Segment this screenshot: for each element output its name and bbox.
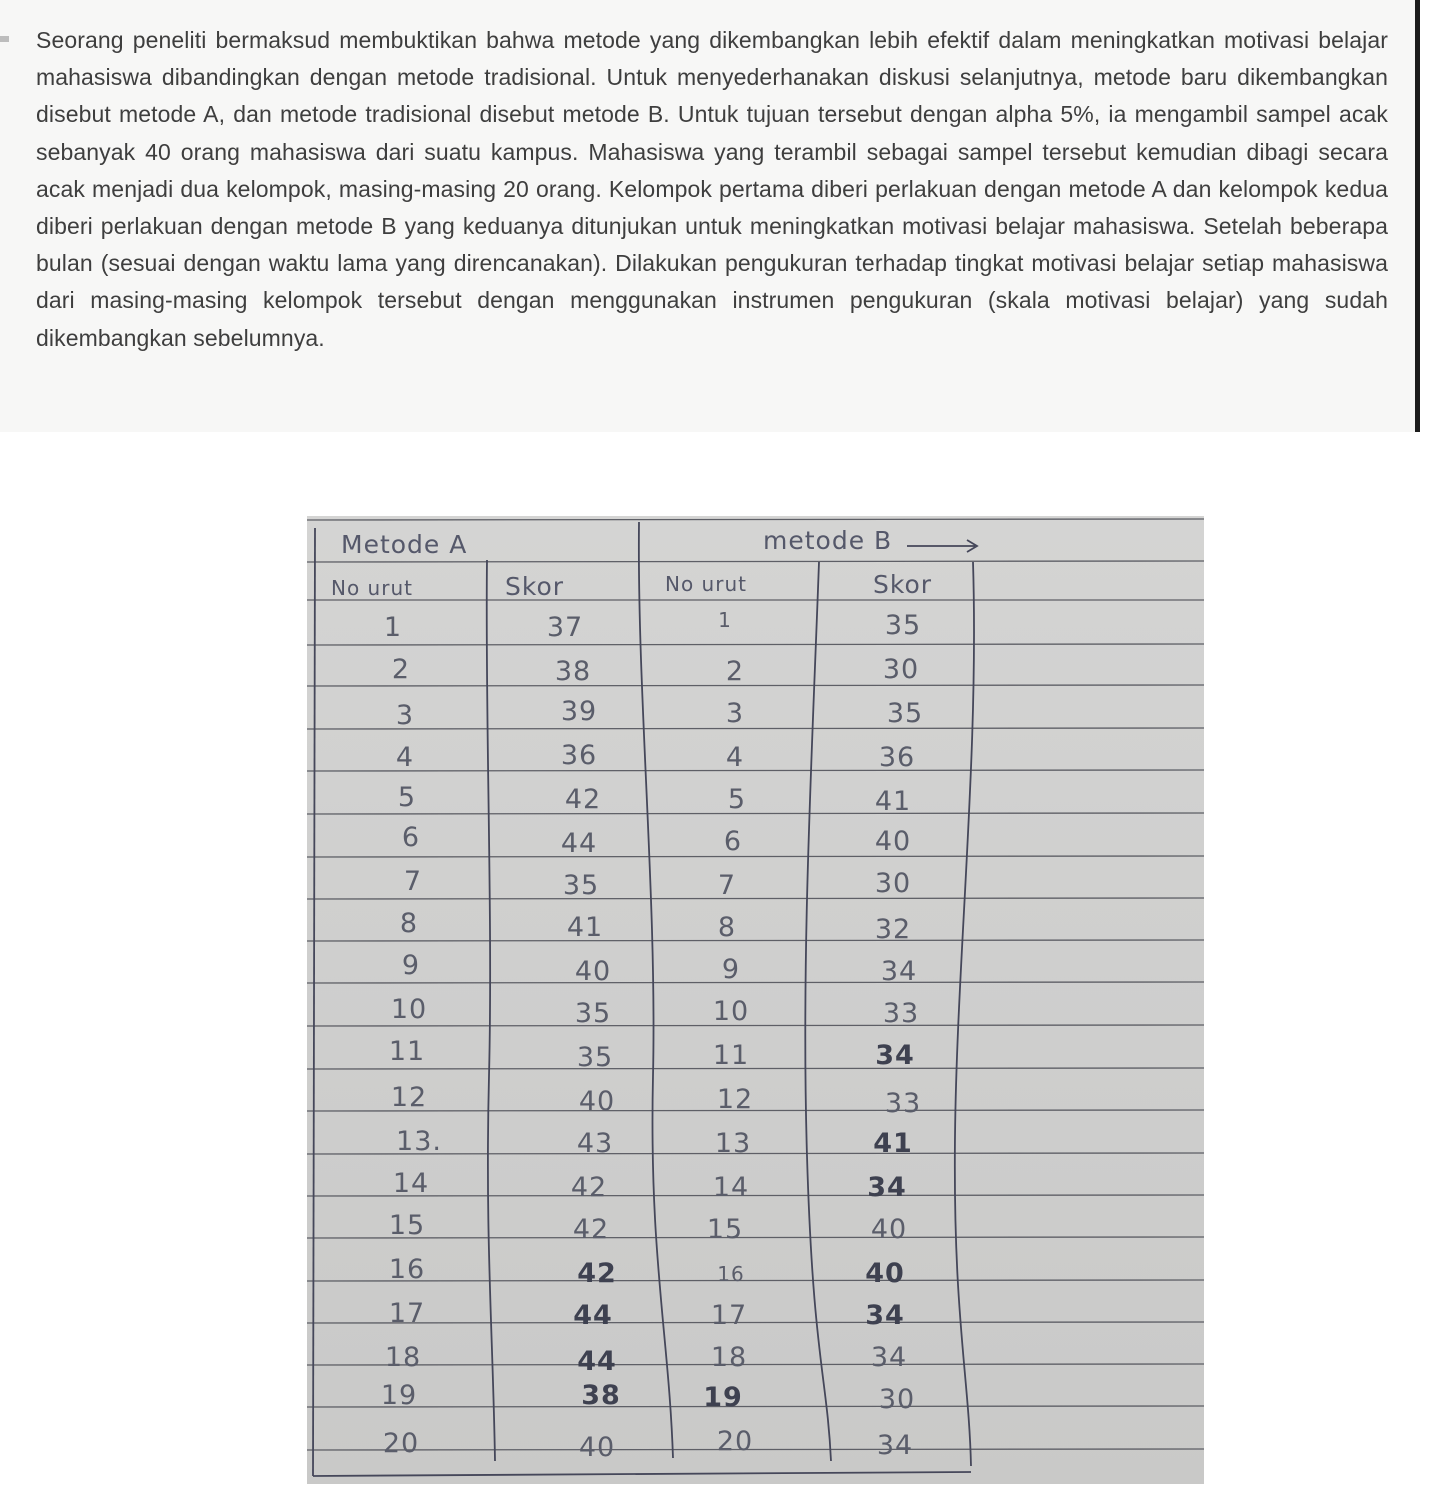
row-14-no-a: 14 (392, 1168, 430, 1199)
row-2-no-a: 2 (391, 654, 411, 685)
row-1-score-b: 35 (884, 610, 922, 641)
row-10-score-a: 35 (574, 998, 612, 1029)
row-5-no-b: 5 (727, 784, 747, 815)
row-4-score-b: 36 (878, 742, 916, 773)
row-17-no-a: 17 (388, 1298, 426, 1329)
row-9-score-a: 40 (574, 956, 612, 987)
row-18-no-a: 18 (384, 1342, 422, 1373)
row-18-score-b: 34 (870, 1342, 908, 1373)
row-7-no-b: 7 (717, 870, 737, 901)
row-15-score-b: 40 (870, 1214, 908, 1245)
row-7-score-b: 30 (874, 868, 912, 899)
row-14-score-a: 42 (570, 1172, 608, 1203)
row-11-score-b: 34 (875, 1040, 915, 1071)
row-6-no-a: 6 (401, 822, 421, 853)
row-11-no-a: 11 (388, 1036, 426, 1067)
row-1-no-a: 1 (383, 612, 403, 643)
row-3-score-a: 39 (560, 696, 598, 727)
question-panel (0, 0, 1420, 432)
question-text: Seorang peneliti bermaksud membuktikan bahwa metode yang dikembangkan lebih efektif dalam meningkatkan motivasi belajar mahasiswa dibandingkan dengan metode tradisional. Untuk menyederhanakan diskusi selanjutnya, metode baru dikembangkan disebut metode A, dan metode tradisional disebut metode B. Untuk tujuan tersebut dengan alpha 5%, ia mengambil sampel acak sebanyak 40 orang mahasiswa dari suatu kampus. Mahasiswa yang terambil sebagai sampel tersebut kemudian dibagi secara acak menjadi dua kelompok, masing-masing 20 orang. Kelompok pertama diberi perlakuan dengan metode A dan kelompok kedua diberi perlakuan dengan metode B yang keduanya ditunjukan untuk meningkatkan motivasi belajar mahasiswa. Setelah beberapa bulan (sesuai dengan waktu lama yang direncanakan). Dilakukan pengukuran terhadap tingkat motivasi belajar setiap mahasiswa dari masing-masing kelompok tersebut dengan menggunakan instrumen pengukuran (skala motivasi belajar) yang sudah dikembangkan sebelumnya. (36, 27, 1388, 351)
row-7-score-a: 35 (562, 870, 600, 901)
column-header-score-b: Skor (873, 570, 933, 599)
row-4-score-a: 36 (560, 740, 598, 771)
row-16-no-a: 16 (388, 1254, 426, 1285)
row-9-no-a: 9 (401, 950, 421, 981)
row-19-no-b: 19 (703, 1382, 743, 1413)
row-11-no-b: 11 (712, 1040, 750, 1071)
row-16-score-a: 42 (577, 1258, 617, 1289)
row-17-score-b: 34 (865, 1300, 905, 1331)
column-header-score-a: Skor (505, 572, 565, 601)
row-9-no-b: 9 (721, 954, 741, 985)
row-15-no-b: 15 (706, 1214, 744, 1245)
row-16-score-b: 40 (865, 1258, 905, 1289)
row-15-no-a: 15 (388, 1210, 426, 1241)
row-14-no-b: 14 (712, 1172, 750, 1203)
row-20-score-b: 34 (876, 1430, 914, 1461)
row-8-score-b: 32 (874, 914, 912, 945)
row-12-no-a: 12 (390, 1082, 428, 1113)
row-17-score-a: 44 (573, 1300, 613, 1331)
row-6-score-b: 40 (874, 826, 912, 857)
row-13-no-a: 13. (396, 1126, 442, 1157)
row-8-score-a: 41 (566, 912, 604, 943)
row-20-no-a: 20 (382, 1428, 420, 1459)
group-a-title: Metode A (341, 530, 468, 559)
row-2-no-b: 2 (725, 656, 745, 687)
row-1-no-b: 1 (718, 608, 732, 632)
row-12-score-a: 40 (578, 1086, 616, 1117)
ruled-paper-lines (307, 516, 1204, 1484)
row-2-score-a: 38 (554, 656, 592, 687)
row-19-no-a: 19 (380, 1380, 418, 1411)
row-20-score-a: 40 (578, 1432, 616, 1463)
row-3-score-b: 35 (886, 698, 924, 729)
row-18-score-a: 44 (577, 1346, 617, 1377)
column-header-no-a: No urut (331, 576, 413, 600)
row-6-score-a: 44 (560, 828, 598, 859)
row-7-no-a: 7 (403, 866, 423, 897)
row-4-no-b: 4 (725, 742, 745, 773)
row-10-no-b: 10 (712, 996, 750, 1027)
margin-mark (0, 36, 9, 42)
row-4-no-a: 4 (395, 742, 415, 773)
row-15-score-a: 42 (572, 1214, 610, 1245)
column-header-no-b: No urut (665, 572, 747, 596)
row-13-score-a: 43 (576, 1128, 614, 1159)
row-13-score-b: 41 (873, 1128, 913, 1159)
group-b-title: metode B (763, 526, 893, 555)
row-5-score-b: 41 (874, 786, 912, 817)
row-14-score-b: 34 (867, 1172, 907, 1203)
row-2-score-b: 30 (882, 654, 920, 685)
row-13-no-b: 13 (714, 1128, 752, 1159)
row-6-no-b: 6 (723, 826, 743, 857)
row-11-score-a: 35 (576, 1042, 614, 1073)
row-19-score-a: 38 (581, 1380, 621, 1411)
row-5-no-a: 5 (397, 782, 417, 813)
row-10-no-a: 10 (390, 994, 428, 1025)
row-8-no-b: 8 (717, 912, 737, 943)
row-3-no-a: 3 (395, 700, 415, 731)
row-8-no-a: 8 (399, 908, 419, 939)
row-10-score-b: 33 (882, 998, 920, 1029)
row-12-no-b: 12 (716, 1084, 754, 1115)
row-19-score-b: 30 (878, 1384, 916, 1415)
row-9-score-b: 34 (880, 956, 918, 987)
row-20-no-b: 20 (716, 1426, 754, 1457)
row-17-no-b: 17 (710, 1300, 748, 1331)
row-3-no-b: 3 (725, 698, 745, 729)
row-1-score-a: 37 (546, 612, 584, 643)
row-16-no-b: 16 (717, 1262, 745, 1286)
row-5-score-a: 42 (564, 784, 602, 815)
row-12-score-b: 33 (884, 1088, 922, 1119)
handwritten-table-photo (307, 516, 1204, 1484)
row-18-no-b: 18 (710, 1342, 748, 1373)
